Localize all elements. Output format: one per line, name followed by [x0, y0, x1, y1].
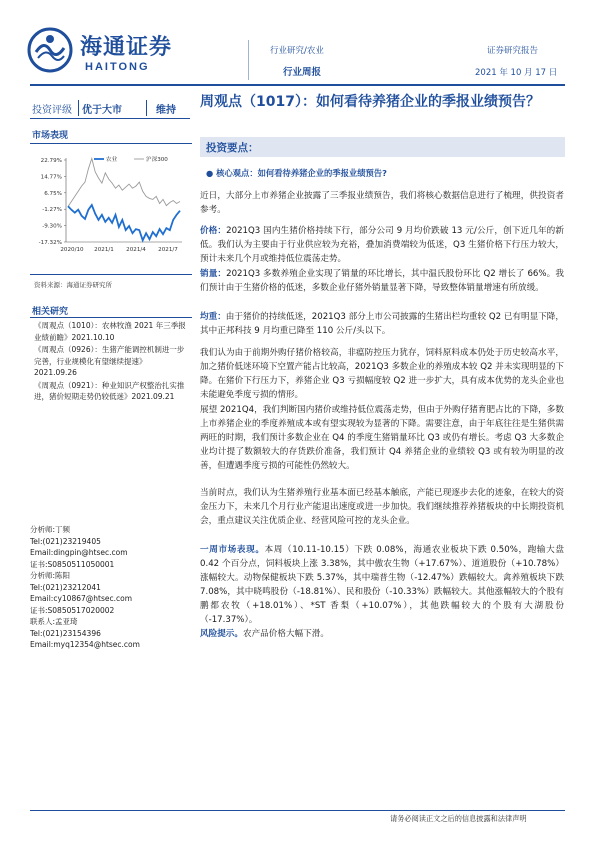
section-rule [30, 274, 192, 275]
analyst-email[interactable]: Email:dingpin@htsec.com [30, 548, 128, 557]
section-rule [30, 317, 192, 318]
y-tick-label: -9.30% [42, 223, 62, 230]
y-tick-label: 22.79% [40, 158, 62, 164]
weight-paragraph [200, 311, 564, 339]
analyst-cert: 证书:S0850517020002 [30, 605, 115, 615]
contact-name: 联系人:孟亚琦 [30, 617, 78, 626]
section-rule [30, 143, 192, 144]
weight-text: 由于猪价的持续低迷，2021Q3 部分上市公司披露的生猪出栏均重较 Q2 已有明显下降，其中正邦科技 9 月均重已降至 110 公斤/头以下。 [200, 312, 564, 336]
series-line [68, 159, 180, 207]
related-research-heading: 相关研究 [32, 307, 69, 317]
volume-label: 销量： [200, 269, 227, 279]
legend-label: 沪深300 [146, 157, 168, 163]
weekly-performance-paragraph [200, 544, 564, 627]
haitong-logo-icon [26, 26, 74, 74]
related-report-item[interactable]: 《周观点（0921）：种业知识产权整治扎实推进，猪价短期走势仍较低迷》2021.09.21 [34, 380, 185, 401]
y-tick-label: 14.77% [40, 174, 62, 181]
view-paragraph: 当前时点，我们认为生猪养殖行业基本面已经基本触底，产能已现逐步去化的迹象，在较大的资金压力下，未来几个月行业产能退出速度或进一步加快。我们继续推荐养猪板块的中长期投资机会，重点建议关注优质企业、经营风险可控的龙头企业。 [200, 488, 564, 526]
price-text: 2021Q3 国内生猪价格持续下行，部分公司 9 月均价跌破 13 元/公斤，创下近几年的新低。我们认为主要由于行业供应较为充裕，叠加消费端较为低迷，Q3 生猪价格下行压力较大，预计未来几个月或维持低位震荡走势。 [200, 226, 564, 264]
core-question-text: 核心观点：如何看待养猪企业的季报业绩预告? [216, 168, 387, 178]
series-line [68, 205, 180, 240]
analyst-tel: Tel:(021)23212041 [30, 582, 101, 592]
risk-text: 农产品价格大幅下滑。 [242, 629, 329, 639]
rating-divider [78, 100, 79, 116]
analyst-name: 分析师:丁频 [30, 525, 71, 534]
volume-paragraph [200, 268, 564, 296]
footer-rule [30, 810, 565, 811]
volume-text: 2021Q3 多数养殖企业实现了销量的环比增长，其中温氏股份环比 Q2 增长了 66%。我们预计由于生猪价格的低迷，多数企业仔猪外销量显著下降，导致整体销量增速有所放缓。 [200, 269, 564, 293]
chart-source: 资料来源：海通证券研究所 [34, 281, 112, 289]
investment-rating [30, 98, 190, 119]
analyst-cert: 证书:S0850511050001 [30, 559, 115, 569]
analyst-email[interactable]: Email:cy10867@htsec.com [30, 594, 132, 603]
related-report-list [34, 320, 186, 403]
x-tick-label: 2021/1 [94, 247, 114, 253]
report-title: 周观点（1017）：如何看待养猪企业的季报业绩预告？ [200, 94, 540, 110]
legend-label: 农业 [106, 157, 118, 163]
cost-paragraph: 我们认为由于前期外购仔猪价格较高，非瘟防控压力犹存，饲料原料成本仍处于历史较高水平，加之猪价低迷环境下空置产能占比较高，2021Q3 多数企业的养殖成本较 Q2 并未实现明显的下降。在猪价下行压力下，养猪企业 Q3 亏损幅度较 Q2 进一步扩大，具有成本优势的龙头企业也未能避免季度亏损的情形。 [200, 348, 564, 400]
analyst-name: 分析师:陈阳 [30, 571, 71, 580]
rating-action: 维持 [156, 105, 176, 116]
y-tick-label: 6.75% [44, 190, 62, 197]
report-label: 证券研究报告 [487, 46, 539, 56]
related-report-item[interactable]: 《周观点（0926）：生猪产能调控机制进一步完善，行业规模化有望继续提速》2021.09.26 [34, 345, 185, 377]
logo-english-name: HAITONG [85, 61, 150, 73]
x-tick-label: 2021/4 [126, 247, 146, 253]
report-category: 行业研究/农业 [270, 46, 324, 56]
price-label: 价格： [200, 226, 227, 236]
risk-paragraph [200, 628, 564, 642]
report-type: 行业周报 [283, 67, 322, 78]
weight-label: 均重： [200, 312, 226, 322]
weekly-label: 一周市场表现。 [200, 545, 265, 555]
price-paragraph [200, 225, 564, 267]
logo-chinese-name: 海通证券 [80, 34, 173, 60]
market-performance-chart [30, 150, 192, 268]
core-question: ● 核心观点：如何看待养猪企业的季报业绩预告? [206, 168, 387, 178]
x-tick-label: 2020/10 [60, 247, 84, 253]
contact-email[interactable]: Email:myq12354@htsec.com [30, 640, 140, 649]
y-tick-label: -1.27% [42, 207, 62, 214]
outlook-paragraph: 展望 2021Q4，我们判断国内猪价或维持低位震荡走势，但由于外购仔猪育肥占比的下降，多数上市养猪企业的季度养殖成本或有望实现较为显著的下降。需要注意，由于年底往往是生猪供需两旺的时期，我们预计多数企业在 Q4 的季度生猪销量环比 Q3 或仍有增长。考虑 Q3 大多数企业均计提了数额较大的存货跌价准备，我们预计 Q4 养猪企业的业绩较 Q3 或有较为明显的改善，但遭遇季度亏损的可能性仍然较大。 [200, 405, 564, 471]
analyst-tel: Tel:(021)23219405 [30, 536, 101, 546]
rating-divider [146, 100, 147, 116]
risk-label: 风险提示。 [200, 629, 243, 639]
contact-tel: Tel:(021)23154396 [30, 628, 101, 638]
header-rule [30, 84, 565, 86]
weekly-text: 本周（10.11-10.15）下跌 0.08%，海通农业板块下跌 0.50%，跑输大盘 0.42 个百分点，饲料板块上涨 3.38%，其中傲农生物（+17.67%）、道道股份（+10.78%）涨幅较大。动物保健板块下跌 5.37%，其中瑞普生物（-12.47%）跌幅较大。禽养殖板块下跌 7.08%，其中晓鸣股份（-18.81%）、民和股份（-10.33%）跌幅较大。其他涨幅较大的个股有鹏都农牧（+18.01%）、*ST 香梨（+10.07%），其他跌幅较大的个股有大湖股份（-17.37%）。 [200, 545, 564, 625]
header-divider [248, 40, 249, 80]
rating-value: 优于大市 [82, 105, 122, 116]
y-tick-label: -17.32% [38, 240, 62, 246]
disclaimer-note: 请务必阅读正文之后的信息披露和法律声明 [390, 814, 527, 823]
key-points-heading-bar [200, 137, 565, 157]
intro-paragraph: 近日，大部分上市养猪企业披露了三季报业绩预告，我们将核心数据信息进行了梳理，供投资者参考。 [200, 191, 564, 215]
report-date: 2021 年 10 月 17 日 [475, 68, 558, 78]
rating-label: 投资评级 [32, 105, 72, 116]
related-report-item[interactable]: 《周观点（1010）：农林牧渔 2021 年三季报业绩前瞻》2021.10.10 [34, 321, 186, 342]
key-points-heading: 投资要点： [206, 142, 259, 154]
market-performance-heading: 市场表现 [32, 131, 69, 141]
analyst-contacts [30, 524, 192, 651]
x-tick-label: 2021/7 [158, 247, 178, 253]
